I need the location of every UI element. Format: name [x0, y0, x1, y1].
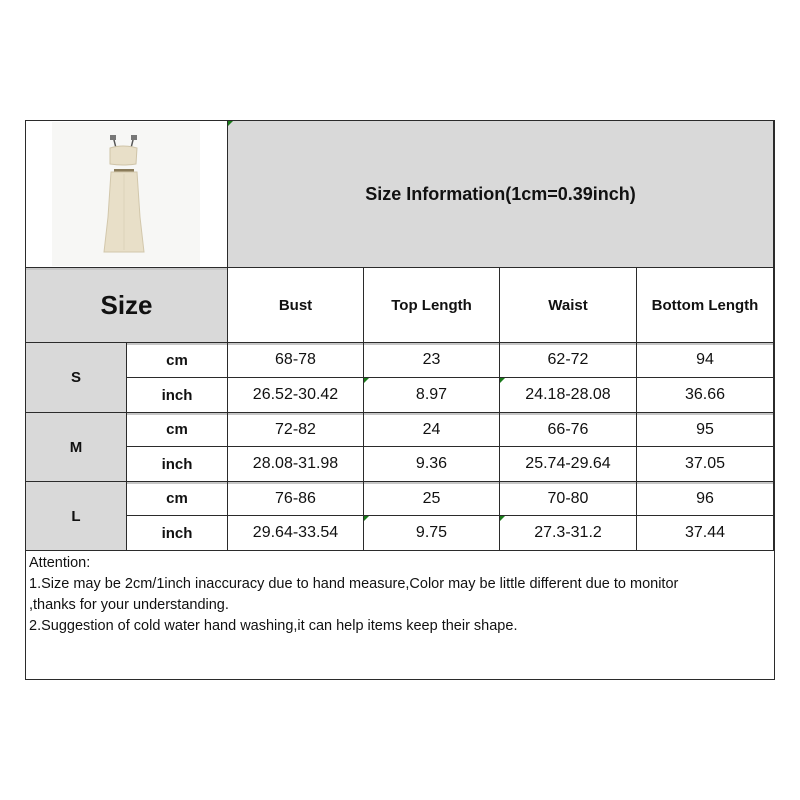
table-cell: 29.64-33.54 — [228, 516, 364, 551]
column-header-bottom-length: Bottom Length — [637, 268, 774, 343]
note-line: 2.Suggestion of cold water hand washing,it can help items keep their shape. — [29, 618, 518, 634]
column-header-waist: Waist — [500, 268, 637, 343]
table-cell: 8.97 — [364, 378, 500, 413]
size-l-label: L — [71, 507, 81, 525]
table-cell: 28.08-31.98 — [228, 447, 364, 482]
table-row-m-inch: inch — [127, 447, 228, 482]
table-cell: 26.52-30.42 — [228, 378, 364, 413]
table-cell: 66-76 — [500, 413, 637, 447]
table-cell: 95 — [637, 413, 774, 447]
table-row-l-cm: cm — [127, 482, 228, 516]
size-label-cell — [26, 482, 127, 551]
cell-marker — [500, 378, 505, 383]
table-cell: 37.05 — [637, 447, 774, 482]
table-cell: 62-72 — [500, 343, 637, 378]
note-line: 1.Size may be 2cm/1inch inaccuracy due to hand measure,Color may be little different due to monitor — [29, 576, 679, 592]
notes-heading: Attention: — [29, 555, 91, 571]
table-row-m-cm: cm — [127, 413, 228, 447]
size-chart — [25, 120, 775, 680]
table-cell: 68-78 — [228, 343, 364, 378]
table-cell: 23 — [364, 343, 500, 378]
cell-marker — [364, 516, 369, 521]
size-s-label: S — [70, 369, 81, 386]
table-cell: 94 — [637, 343, 774, 378]
cell-marker — [500, 516, 505, 521]
cell-marker — [228, 121, 233, 126]
table-cell: 36.66 — [637, 378, 774, 413]
table-cell: 70-80 — [500, 482, 637, 516]
cell-marker — [364, 378, 369, 383]
dress-set-illustration — [52, 122, 200, 266]
size-m-label: M — [69, 438, 83, 456]
table-cell: 27.3-31.2 — [500, 516, 637, 551]
column-header-bust: Bust — [228, 268, 364, 343]
table-cell: 76-86 — [228, 482, 364, 516]
size-label-cell — [26, 343, 127, 413]
note-line: ,thanks for your understanding. — [29, 597, 229, 613]
table-cell: 24.18-28.08 — [500, 378, 637, 413]
column-header-top-length: Top Length — [364, 268, 500, 343]
table-cell: 24 — [364, 413, 500, 447]
table-cell: 25.74-29.64 — [500, 447, 637, 482]
table-row-s-cm: cm — [127, 343, 228, 378]
table-cell: 37.44 — [637, 516, 774, 551]
size-label-cell — [26, 413, 127, 482]
table-cell: 72-82 — [228, 413, 364, 447]
table-row-s-inch: inch — [127, 378, 228, 413]
title-cell — [228, 121, 774, 268]
attention-notes — [26, 551, 774, 679]
table-cell: 9.36 — [364, 447, 500, 482]
table-row-l-inch: inch — [127, 516, 228, 551]
size-header: Size — [100, 289, 153, 320]
product-image — [52, 122, 200, 266]
size-header-cell — [26, 268, 228, 343]
table-cell: 25 — [364, 482, 500, 516]
product-photo-cell — [26, 121, 228, 268]
table-cell: 96 — [637, 482, 774, 516]
chart-title: Size Information(1cm=0.39inch) — [365, 183, 636, 204]
table-cell: 9.75 — [364, 516, 500, 551]
